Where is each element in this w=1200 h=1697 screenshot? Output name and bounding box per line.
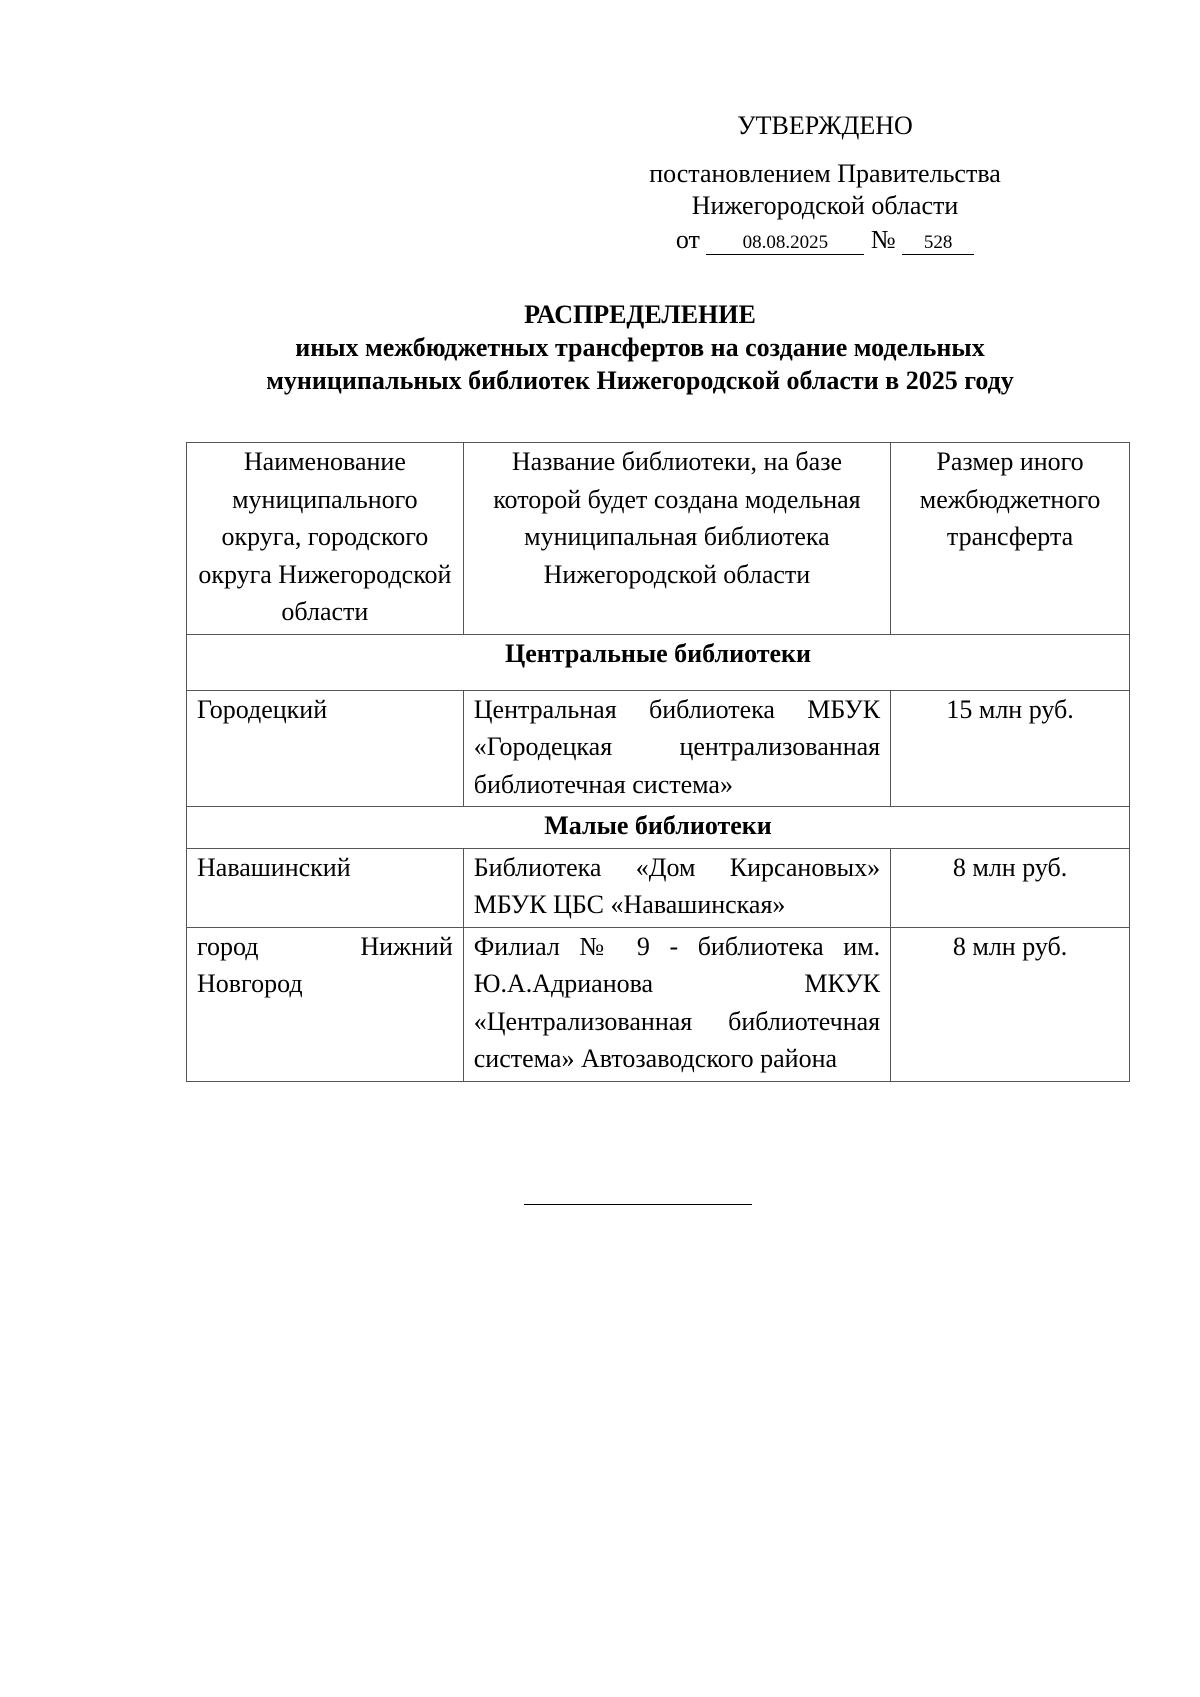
document-title: [180, 298, 1100, 397]
approval-date: 08.08.2025: [706, 232, 864, 255]
section-row: [187, 634, 1130, 690]
approval-date-line: [620, 224, 1030, 256]
table-row: [187, 927, 1130, 1081]
district-cell: город Нижний Новгород: [187, 927, 464, 1081]
section-title: Малые библиотеки: [187, 807, 1130, 849]
table-row: [187, 690, 1130, 807]
amount-cell: 8 млн руб.: [891, 927, 1130, 1081]
approval-number: 528: [902, 232, 974, 255]
table-header-row: [187, 443, 1130, 635]
from-label: от: [675, 225, 700, 254]
approval-line-1: постановлением Правительства: [649, 159, 1001, 188]
section-title: Центральные библиотеки: [187, 634, 1130, 690]
header-library: Название библиотеки, на базе которой будет создана модельная муниципальная библиотека Нижегородской области: [463, 443, 890, 635]
title-line-1: иных межбюджетных трансфертов на создание модельных: [295, 333, 985, 362]
section-row: [187, 807, 1130, 849]
title-heading: РАСПРЕДЕЛЕНИЕ: [524, 300, 756, 329]
approval-block: [620, 110, 1030, 256]
district-cell: Городецкий: [187, 690, 464, 807]
table-row: [187, 848, 1130, 927]
library-cell: Филиал № 9 - библиотека им. Ю.А.Адрианова МКУК «Централизованная библиотечная система» Автозаводского района: [463, 927, 890, 1081]
approval-stamp: УТВЕРЖДЕНО: [737, 111, 913, 140]
library-cell: Центральная библиотека МБУК «Городецкая централизованная библиотечная система»: [463, 690, 890, 807]
distribution-table: [186, 442, 1130, 1082]
title-line-2: муниципальных библиотек Нижегородской области в 2025 году: [266, 366, 1014, 395]
closing-rule: [524, 1204, 752, 1205]
header-district: Наименование муниципального округа, городского округа Нижегородской области: [187, 443, 464, 635]
header-amount: Размер иного межбюджетного трансферта: [891, 443, 1130, 635]
number-label: №: [870, 225, 896, 254]
district-cell: Навашинский: [187, 848, 464, 927]
approval-line-2: Нижегородской области: [691, 191, 959, 220]
amount-cell: 8 млн руб.: [891, 848, 1130, 927]
library-cell: Библиотека «Дом Кирсановых» МБУК ЦБС «Навашинская»: [463, 848, 890, 927]
amount-cell: 15 млн руб.: [891, 690, 1130, 807]
